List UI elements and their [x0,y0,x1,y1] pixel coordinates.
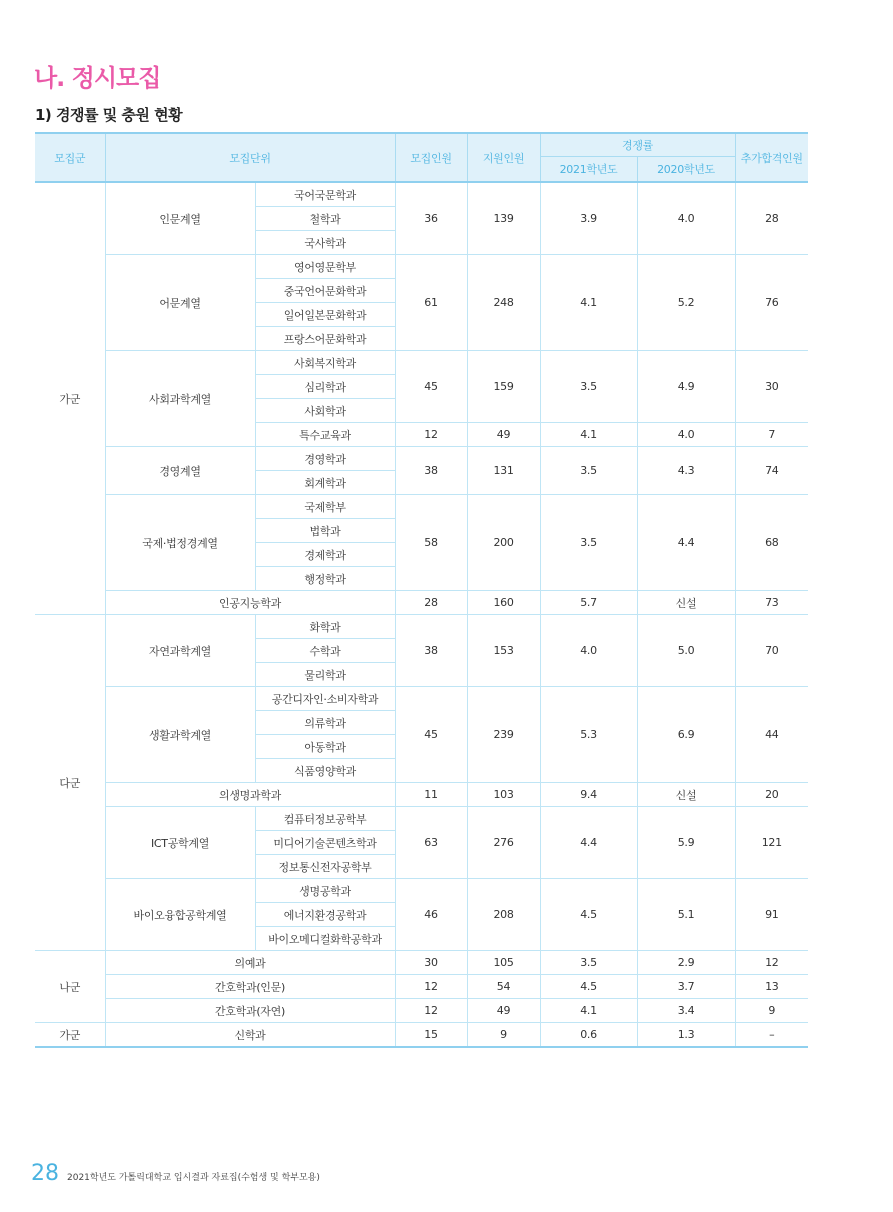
recruit-cell: 63 [395,807,467,879]
ratio-2020-cell: 1.3 [637,1023,735,1048]
ratio-2020-cell: 4.0 [637,182,735,255]
dept-cell: 사회복지학과 [255,351,395,375]
extra-cell: 30 [735,351,808,423]
competition-table [35,132,808,1048]
ratio-2021-cell: 3.5 [540,351,637,423]
extra-cell: 91 [735,879,808,951]
table-row [35,447,808,471]
ratio-2020-cell: 신설 [637,591,735,615]
dept-cell: 영어영문학부 [255,255,395,279]
header-2021: 2021학년도 [540,157,637,183]
ratio-2020-cell: 5.0 [637,615,735,687]
recruit-cell: 12 [395,975,467,999]
extra-cell: 44 [735,687,808,783]
apply-cell: 208 [467,879,540,951]
ratio-2021-cell: 3.9 [540,182,637,255]
ratio-2020-cell: 신설 [637,783,735,807]
header-group: 모집군 [35,133,105,182]
header-2020: 2020학년도 [637,157,735,183]
dept-cell: 경영학과 [255,447,395,471]
dept-cell: 행정학과 [255,567,395,591]
apply-cell: 276 [467,807,540,879]
apply-cell: 159 [467,351,540,423]
table-row [35,255,808,279]
dept-cell: 정보통신전자공학부 [255,855,395,879]
unit-cell: 자연과학계열 [105,615,255,687]
ratio-2021-cell: 4.1 [540,255,637,351]
group-cell: 가군 [35,182,105,615]
section-title: 나. 정시모집 [34,64,161,92]
recruit-cell: 45 [395,351,467,423]
footer-text: 2021학년도 가톨릭대학교 입시결과 자료집(수험생 및 학부모용) [67,1173,320,1183]
dept-cell: 아동학과 [255,735,395,759]
table-row [35,591,808,615]
recruit-cell: 61 [395,255,467,351]
ratio-2020-cell: 4.0 [637,423,735,447]
ratio-2020-cell: 4.3 [637,447,735,495]
recruit-cell: 46 [395,879,467,951]
recruit-cell: 11 [395,783,467,807]
recruit-cell: 45 [395,687,467,783]
dept-cell: 특수교육과 [255,423,395,447]
dept-cell: 국사학과 [255,231,395,255]
unit-cell: 간호학과(인문) [105,975,395,999]
table-row [35,999,808,1023]
apply-cell: 248 [467,255,540,351]
unit-cell: 간호학과(자연) [105,999,395,1023]
apply-cell: 139 [467,182,540,255]
extra-cell: 121 [735,807,808,879]
table-row [35,807,808,831]
ratio-2021-cell: 3.5 [540,495,637,591]
header-extra: 추가합격인원 [735,133,808,182]
dept-cell: 생명공학과 [255,879,395,903]
dept-cell: 중국언어문화학과 [255,279,395,303]
dept-cell: 심리학과 [255,375,395,399]
group-cell: 가군 [35,1023,105,1048]
header-recruit: 모집인원 [395,133,467,182]
unit-cell: 경영계열 [105,447,255,495]
header-unit: 모집단위 [105,133,395,182]
dept-cell: 화학과 [255,615,395,639]
recruit-cell: 36 [395,182,467,255]
dept-cell: 수학과 [255,639,395,663]
apply-cell: 239 [467,687,540,783]
ratio-2020-cell: 3.4 [637,999,735,1023]
extra-cell: 13 [735,975,808,999]
unit-cell: 생활과학계열 [105,687,255,783]
ratio-2021-cell: 0.6 [540,1023,637,1048]
apply-cell: 9 [467,1023,540,1048]
ratio-2021-cell: 4.5 [540,879,637,951]
unit-cell: 국제·법정경계열 [105,495,255,591]
table-row [35,687,808,711]
extra-cell: – [735,1023,808,1048]
apply-cell: 105 [467,951,540,975]
ratio-2021-cell: 3.5 [540,447,637,495]
extra-cell: 28 [735,182,808,255]
dept-cell: 에너지환경공학과 [255,903,395,927]
recruit-cell: 28 [395,591,467,615]
ratio-2020-cell: 2.9 [637,951,735,975]
apply-cell: 49 [467,999,540,1023]
recruit-cell: 58 [395,495,467,591]
recruit-cell: 38 [395,615,467,687]
ratio-2021-cell: 5.7 [540,591,637,615]
unit-cell: ICT공학계열 [105,807,255,879]
table-row [35,182,808,207]
table-row [35,1023,808,1048]
extra-cell: 76 [735,255,808,351]
extra-cell: 9 [735,999,808,1023]
recruit-cell: 15 [395,1023,467,1048]
table-row [35,951,808,975]
table-row [35,975,808,999]
dept-cell: 법학과 [255,519,395,543]
apply-cell: 49 [467,423,540,447]
unit-cell: 신학과 [105,1023,395,1048]
dept-cell: 공간디자인·소비자학과 [255,687,395,711]
dept-cell: 미디어기술콘텐츠학과 [255,831,395,855]
dept-cell: 회계학과 [255,471,395,495]
dept-cell: 의류학과 [255,711,395,735]
recruit-cell: 30 [395,951,467,975]
ratio-2020-cell: 6.9 [637,687,735,783]
table-row [35,495,808,519]
ratio-2020-cell: 5.1 [637,879,735,951]
table-row [35,615,808,639]
dept-cell: 경제학과 [255,543,395,567]
ratio-2021-cell: 4.1 [540,999,637,1023]
dept-cell: 사회학과 [255,399,395,423]
table-body [35,182,808,1047]
dept-cell: 일어일본문화학과 [255,303,395,327]
extra-cell: 73 [735,591,808,615]
page-number: 28 [31,1161,59,1186]
apply-cell: 160 [467,591,540,615]
dept-cell: 컴퓨터정보공학부 [255,807,395,831]
apply-cell: 200 [467,495,540,591]
table-row [35,783,808,807]
ratio-2021-cell: 5.3 [540,687,637,783]
ratio-2021-cell: 4.1 [540,423,637,447]
dept-cell: 바이오메디컬화학공학과 [255,927,395,951]
extra-cell: 68 [735,495,808,591]
dept-cell: 프랑스어문화학과 [255,327,395,351]
recruit-cell: 12 [395,423,467,447]
ratio-2020-cell: 4.9 [637,351,735,423]
header-ratio: 경쟁률 [540,133,735,157]
unit-cell: 사회과학계열 [105,351,255,447]
footer [31,1161,320,1186]
apply-cell: 54 [467,975,540,999]
extra-cell: 74 [735,447,808,495]
ratio-2021-cell: 4.4 [540,807,637,879]
ratio-2020-cell: 4.4 [637,495,735,591]
unit-cell: 어문계열 [105,255,255,351]
table-row [35,879,808,903]
ratio-2020-cell: 3.7 [637,975,735,999]
extra-cell: 70 [735,615,808,687]
apply-cell: 131 [467,447,540,495]
ratio-2021-cell: 9.4 [540,783,637,807]
ratio-2020-cell: 5.9 [637,807,735,879]
extra-cell: 12 [735,951,808,975]
apply-cell: 153 [467,615,540,687]
recruit-cell: 12 [395,999,467,1023]
dept-cell: 물리학과 [255,663,395,687]
unit-cell: 의생명과학과 [105,783,395,807]
header-apply: 지원인원 [467,133,540,182]
dept-cell: 철학과 [255,207,395,231]
ratio-2021-cell: 3.5 [540,951,637,975]
dept-cell: 식품영양학과 [255,759,395,783]
extra-cell: 7 [735,423,808,447]
unit-cell: 인공지능학과 [105,591,395,615]
unit-cell: 의예과 [105,951,395,975]
ratio-2021-cell: 4.0 [540,615,637,687]
ratio-2020-cell: 5.2 [637,255,735,351]
dept-cell: 국어국문학과 [255,182,395,207]
apply-cell: 103 [467,783,540,807]
table-row [35,351,808,375]
group-cell: 다군 [35,615,105,951]
group-cell: 나군 [35,951,105,1023]
ratio-2021-cell: 4.5 [540,975,637,999]
unit-cell: 바이오융합공학계열 [105,879,255,951]
dept-cell: 국제학부 [255,495,395,519]
recruit-cell: 38 [395,447,467,495]
subsection-title: 1) 경쟁률 및 충원 현황 [35,106,183,124]
unit-cell: 인문계열 [105,182,255,255]
extra-cell: 20 [735,783,808,807]
